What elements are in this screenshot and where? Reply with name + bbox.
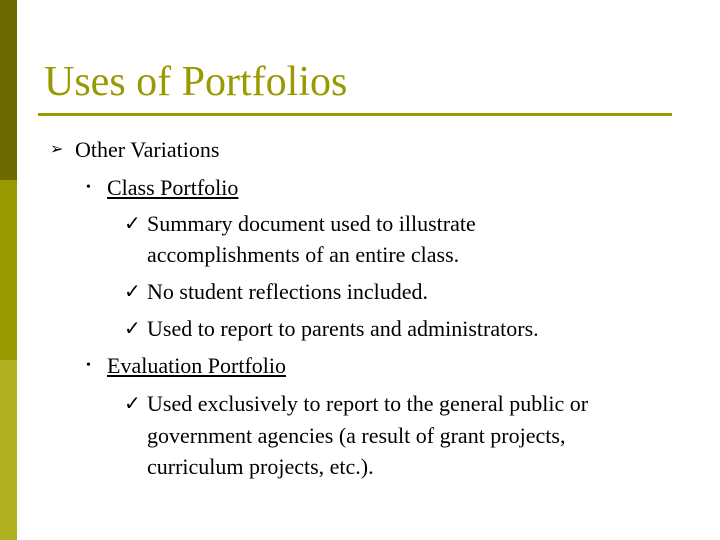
check-bullet-icon: ✓ [124, 318, 141, 340]
item-line: Used exclusively to report to the general public or [147, 391, 589, 416]
side-accent-bar-middle [0, 180, 17, 360]
item-line: government agencies (a result of grant projects, [147, 423, 566, 448]
item-line: Summary document used to illustrate [147, 211, 476, 236]
arrowhead-bullet-icon: ➢ [50, 141, 64, 158]
item-line: curriculum projects, etc.). [147, 454, 374, 479]
check-bullet-icon: ✓ [124, 281, 141, 303]
side-accent-bar-bottom [0, 360, 17, 540]
title-divider [38, 113, 672, 116]
section-bullet-dot: • [86, 358, 91, 373]
section-heading-evaluation-portfolio: Evaluation Portfolio [107, 353, 287, 378]
section-heading-class-portfolio: Class Portfolio [107, 175, 239, 200]
item-line: No student reflections included. [147, 279, 429, 304]
section-bullet-dot: • [86, 180, 91, 195]
level1-text: Other Variations [75, 137, 220, 162]
item-line: accomplishments of an entire class. [147, 242, 460, 267]
item-line: Used to report to parents and administrators. [147, 316, 539, 341]
slide-title: Uses of Portfolios [44, 59, 348, 105]
check-bullet-icon: ✓ [124, 213, 141, 235]
check-bullet-icon: ✓ [124, 393, 141, 415]
side-accent-bar-top [0, 0, 17, 180]
